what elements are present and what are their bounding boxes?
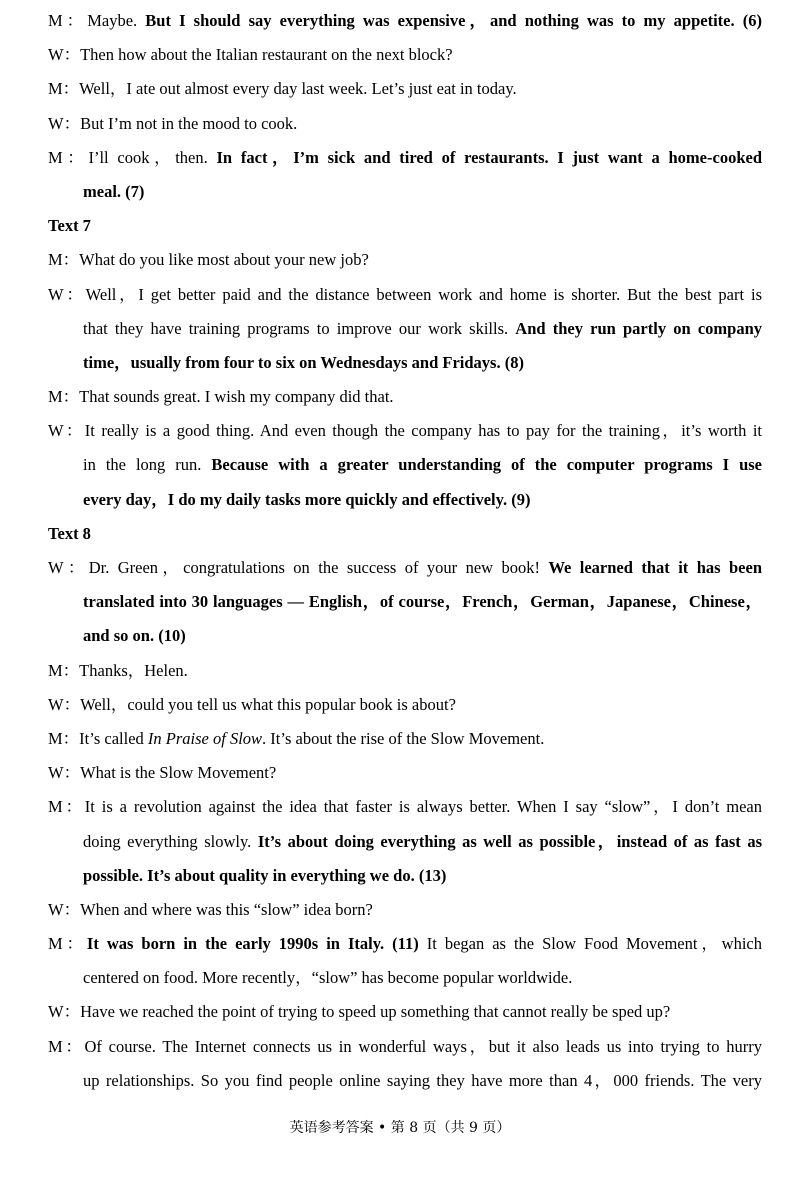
text-segment: It’s called	[79, 728, 148, 748]
text-segment: Well，could you tell us what this popular book is about?	[80, 694, 456, 714]
line-text	[48, 45, 453, 65]
answer-highlight: time，usually from four to six on Wednesdays and Fridays. (8)	[83, 352, 524, 372]
text-segment: that they have training programs to improve our work skills.	[83, 318, 516, 338]
line-text	[83, 626, 186, 646]
section-heading	[48, 216, 762, 250]
answer-highlight: It was born in the early 1990s in Italy. (11)	[86, 934, 427, 954]
line-text	[48, 900, 373, 920]
page-footer: 英语参考答案 • 第 8 页（共 9 页）	[289, 1120, 511, 1136]
answer-highlight: And they run partly on company	[515, 318, 762, 338]
line-text	[48, 729, 544, 749]
speaker-label: W：	[48, 1002, 81, 1022]
line-text	[48, 1037, 762, 1057]
line-text	[83, 968, 572, 988]
line-text	[83, 832, 762, 852]
answer-highlight: Because with a greater understanding of the computer programs I use	[211, 455, 762, 475]
line-text	[48, 763, 276, 783]
line-text	[48, 250, 369, 270]
line-text	[48, 285, 762, 305]
answer-highlight: meal. (7)	[83, 181, 145, 201]
speaker-label: W：	[48, 899, 81, 919]
line-text	[48, 934, 762, 954]
line-text	[83, 866, 446, 886]
section-heading	[48, 524, 762, 558]
answer-highlight: Text 8	[48, 523, 91, 543]
dialogue-line	[48, 421, 762, 455]
line-text	[83, 182, 144, 202]
line-text	[48, 148, 762, 168]
text-segment: in the long run.	[83, 455, 212, 475]
dialogue-line	[48, 79, 762, 113]
text-segment: Well，I get better paid and the distance between work and home is shorter. But the best part is	[85, 284, 762, 304]
dialogue-line	[48, 763, 762, 797]
text-segment: Thanks，Helen.	[79, 660, 188, 680]
transcript-body	[48, 11, 762, 1105]
dialogue-line	[48, 695, 762, 729]
answer-highlight: It’s about doing everything as well as possible，instead of as fast as	[257, 831, 762, 851]
speaker-label: M：	[48, 797, 85, 817]
text-segment: It began as the Slow Food Movement，which	[426, 934, 762, 954]
line-text	[48, 216, 91, 236]
speaker-label: M：	[48, 147, 89, 167]
dialogue-line	[48, 114, 762, 148]
dialogue-line	[48, 661, 762, 695]
dialogue-line	[48, 387, 762, 421]
line-text	[48, 661, 188, 681]
dialogue-continuation-line	[48, 626, 762, 660]
speaker-label: W：	[48, 558, 89, 577]
text-segment: Of course. The Internet connects us in wonderful ways，but it also leads us into trying to hurry	[84, 1036, 762, 1056]
text-segment: It really is a good thing. And even though the company has to pay for the training，it’s worth it	[84, 421, 762, 441]
text-segment: What is the Slow Movement?	[80, 763, 277, 783]
dialogue-continuation-line	[48, 968, 762, 1002]
text-segment: Well，I ate out almost every day last week. Let’s just eat in today.	[79, 79, 517, 99]
text-segment: It is a revolution against the idea that faster is always better. When I say “slow”，I don’t mean	[84, 797, 762, 817]
dialogue-continuation-line	[48, 866, 762, 900]
dialogue-continuation-line	[48, 490, 762, 524]
speaker-label: M：	[48, 387, 80, 407]
dialogue-line	[48, 285, 762, 319]
dialogue-line	[48, 900, 762, 934]
line-text	[48, 421, 762, 441]
speaker-label: M：	[48, 1036, 85, 1056]
text-segment: Then how about the Italian restaurant on the next block?	[80, 45, 453, 65]
dialogue-line	[48, 729, 762, 763]
line-text	[83, 1071, 762, 1091]
text-segment: Have we reached the point of trying to speed up something that cannot really be sped up?	[80, 1002, 671, 1022]
dialogue-line	[48, 148, 762, 182]
text-segment: When and where was this “slow” idea born?	[80, 899, 373, 919]
line-text	[48, 695, 456, 715]
text-segment: That sounds great. I wish my company did that.	[79, 387, 394, 407]
text-segment: Maybe.	[87, 11, 146, 30]
answer-highlight: In fact，I’m sick and tired of restaurants. I just want a home-cooked	[216, 147, 762, 167]
text-segment: doing everything slowly.	[83, 831, 258, 851]
text-segment: I’ll cook，then.	[88, 147, 217, 167]
speaker-label: W：	[48, 113, 81, 133]
speaker-label: M：	[48, 250, 80, 270]
line-text	[83, 353, 524, 373]
dialogue-line	[48, 1002, 762, 1036]
dialogue-continuation-line	[48, 592, 762, 626]
text-segment: But I’m not in the mood to cook.	[80, 113, 298, 133]
line-text	[83, 319, 762, 339]
answer-highlight: Text 7	[48, 216, 91, 236]
speaker-label: W：	[48, 284, 86, 304]
line-text	[48, 114, 297, 134]
line-text	[48, 558, 762, 578]
speaker-label: M：	[48, 934, 87, 954]
line-text	[83, 592, 762, 612]
speaker-label: M：	[48, 660, 80, 680]
line-text	[83, 490, 530, 510]
dialogue-line	[48, 11, 762, 45]
answer-highlight: But I should say everything was expensive，and nothing was to my appetite. (6)	[145, 11, 762, 30]
text-segment: What do you like most about your new job?	[79, 250, 369, 270]
dialogue-continuation-line	[48, 182, 762, 216]
text-segment: centered on food. More recently，“slow” has become popular worldwide.	[83, 968, 573, 988]
answer-highlight: every day，I do my daily tasks more quickly and effectively. (9)	[83, 489, 531, 509]
text-segment: In Praise of Slow	[147, 728, 263, 748]
line-text	[48, 11, 762, 31]
text-segment: Dr. Green，congratulations on the success of your new book!	[88, 558, 549, 577]
dialogue-continuation-line	[48, 455, 762, 489]
speaker-label: W：	[48, 45, 81, 65]
dialogue-line	[48, 250, 762, 284]
line-text	[48, 79, 517, 99]
line-text	[48, 1002, 670, 1022]
answer-highlight: translated into 30 languages — English，of course，French，German，Japanese，Chinese，	[83, 592, 762, 612]
answer-highlight: and so on. (10)	[83, 626, 186, 646]
line-text	[48, 524, 91, 544]
dialogue-line	[48, 558, 762, 592]
line-text	[48, 387, 394, 407]
dialogue-line	[48, 797, 762, 831]
speaker-label: M：	[48, 11, 88, 30]
speaker-label: W：	[48, 694, 81, 714]
line-text	[48, 797, 762, 817]
text-segment: . It’s about the rise of the Slow Movement.	[262, 728, 545, 748]
text-segment: up relationships. So you find people online saying they have more than 4，000 friends. The very	[83, 1070, 762, 1090]
dialogue-continuation-line	[48, 319, 762, 353]
dialogue-continuation-line	[48, 1071, 762, 1105]
speaker-label: M：	[48, 79, 80, 99]
answer-highlight: We learned that it has been	[548, 558, 762, 577]
speaker-label: M：	[48, 728, 80, 748]
dialogue-continuation-line	[48, 353, 762, 387]
dialogue-line	[48, 934, 762, 968]
answer-highlight: possible. It’s about quality in everything we do. (13)	[83, 865, 447, 885]
dialogue-line	[48, 1037, 762, 1071]
speaker-label: W：	[48, 421, 85, 441]
speaker-label: W：	[48, 763, 81, 783]
line-text	[83, 455, 762, 475]
dialogue-continuation-line	[48, 832, 762, 866]
dialogue-line	[48, 45, 762, 79]
